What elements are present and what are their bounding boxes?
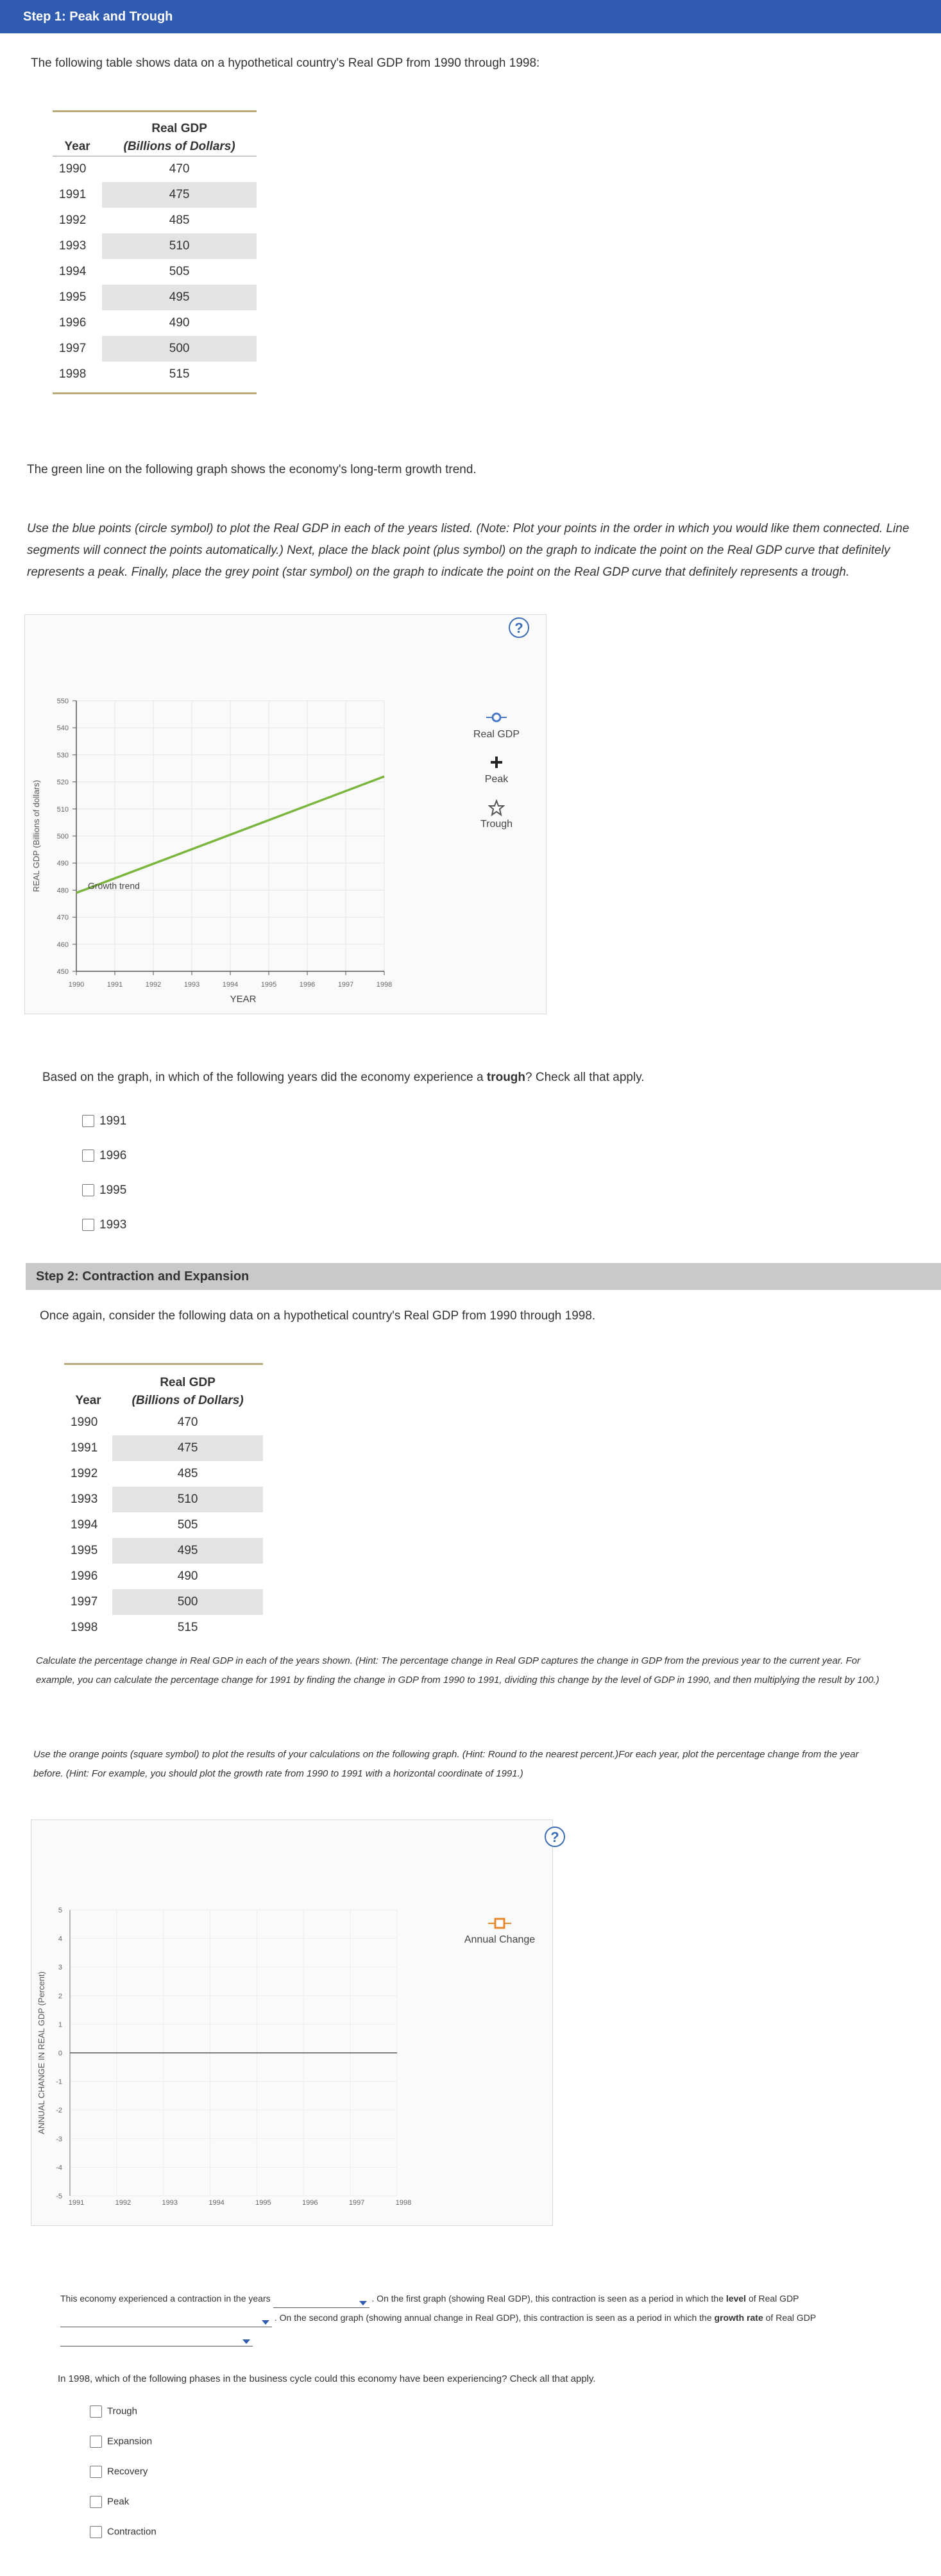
year-cell: 1996 — [71, 1569, 98, 1583]
x-tick-label: 1992 — [115, 2199, 131, 2207]
x-tick-label: 1995 — [260, 981, 277, 989]
x-tick-label: 1996 — [299, 981, 316, 989]
chevron-down-icon — [262, 2320, 269, 2325]
x-tick-label: 1991 — [68, 2199, 85, 2207]
phase-options — [90, 2405, 157, 2556]
trough-tool[interactable] — [445, 799, 548, 819]
col-year-header: Year — [64, 140, 90, 153]
gdp-cell: 510 — [112, 1487, 263, 1512]
y-tick-label: 500 — [56, 833, 69, 841]
x-tick-label: 1995 — [255, 2199, 271, 2207]
phase-option-peak[interactable] — [90, 2496, 157, 2526]
y-tick-label: -5 — [56, 2193, 62, 2200]
annual-change-tool[interactable] — [442, 1916, 557, 1934]
table-top-rule — [64, 1363, 263, 1365]
plot-instructions: Use the orange points (square symbol) to plot the results of your calculations on the following graph. (Hint: Round to the nearest percent.)For each year, plot the percentage change from the year before. (Hint: For example, you should plot the growth rate from 1990 to 1991 with a horizontal coordinate of 1991.) — [33, 1749, 859, 1779]
step1-title: Step 1: Peak and Trough — [23, 10, 173, 24]
contraction-sentence — [60, 2289, 862, 2346]
calc-instructions: Calculate the percentage change in Real GDP in each of the years shown. (Hint: The percentage change in Real GDP captures the change in GDP from the previous year to the current year. For example, you can calculate the percentage change for 1991 by finding the change in GDP from 1990 to 1991, dividing this change by the level of GDP in 1990, and then multiplying the result by 100.) — [36, 1655, 879, 1685]
year-cell: 1997 — [59, 342, 87, 355]
option-label: 1991 — [99, 1114, 127, 1128]
x-tick-label: 1993 — [183, 981, 200, 989]
y-axis-label: REAL GDP (Billions of dollars) — [31, 780, 41, 892]
gdp-cell: 505 — [177, 1518, 198, 1532]
table-row — [53, 208, 257, 233]
checkbox[interactable] — [90, 2466, 102, 2478]
trough-question — [42, 1067, 876, 1089]
year-cell: 1993 — [59, 239, 87, 253]
table-row — [64, 1512, 263, 1538]
option-1996[interactable] — [82, 1149, 126, 1183]
col-gdp-header-line1: Real GDP — [160, 1376, 216, 1389]
option-1993[interactable] — [82, 1218, 126, 1253]
col-gdp-header-line2: (Billions of Dollars) — [131, 1394, 244, 1407]
sentence-part2: . On the first graph (showing Real GDP), this contraction is seen as a period in which the — [371, 2293, 724, 2304]
y-tick-label: 490 — [56, 860, 69, 868]
legend-real-gdp: Real GDP — [473, 729, 520, 740]
gdp-cell: 490 — [169, 316, 190, 330]
gdp-table-1 — [53, 110, 257, 394]
sentence-part1: This economy experienced a contraction in the years — [60, 2293, 271, 2304]
y-tick-label: 470 — [56, 914, 69, 922]
gdp-cell: 515 — [177, 1621, 198, 1634]
y-axis-label: ANNUAL CHANGE IN REAL GDP (Percent) — [37, 1971, 46, 2134]
y-tick-label: 5 — [58, 1907, 62, 1914]
table-row — [53, 182, 257, 208]
annual-change-graph-panel — [31, 1819, 559, 2226]
year-cell: 1994 — [59, 265, 87, 278]
x-tick-label: 1994 — [222, 981, 239, 989]
trough-options — [82, 1114, 126, 1253]
chevron-down-icon — [242, 2339, 250, 2344]
gdp-cell: 475 — [102, 182, 257, 208]
y-tick-label: -3 — [56, 2135, 62, 2143]
col-year-header: Year — [75, 1394, 101, 1407]
checkbox[interactable] — [90, 2405, 102, 2418]
step1-instructions: Use the blue points (circle symbol) to plot the Real GDP in each of the years listed. (Note: Plot your points in the order in which you would like them connected. Line segments will connect the points automatically.) Next, place the black point (plus symbol) on the graph to indicate the point on the Real GDP curve that definitely represents a peak. Finally, place the grey point (star symbol) on the graph to indicate the point on the Real GDP curve that definitely represents a trough. — [27, 522, 910, 579]
checkbox[interactable] — [82, 1219, 94, 1231]
annual-change-graph[interactable] — [31, 1820, 552, 2225]
table-row — [53, 362, 257, 387]
gdp-cell: 500 — [112, 1589, 263, 1615]
table-row — [64, 1564, 263, 1589]
x-tick-label: 1998 — [395, 2199, 412, 2207]
gdp-table-2-grid — [64, 1374, 263, 1641]
graph-legend — [445, 710, 548, 830]
table-row — [64, 1435, 263, 1461]
y-tick-label: 530 — [56, 751, 69, 760]
year-cell: 1995 — [59, 290, 87, 304]
table-row — [64, 1538, 263, 1564]
graph-legend-2 — [442, 1916, 557, 1946]
y-tick-label: 4 — [58, 1935, 62, 1943]
trough-question-text: Based on the graph, in which of the following years did the economy experience a trough? Check all that apply. — [42, 1071, 645, 1084]
option-1995[interactable] — [82, 1183, 126, 1218]
y-tick-label: 510 — [56, 805, 69, 814]
option-label: 1996 — [99, 1149, 127, 1162]
x-tick-label: 1992 — [145, 981, 162, 989]
chevron-down-icon — [359, 2301, 367, 2305]
grey-star-icon — [488, 799, 505, 816]
blue-circle-icon — [484, 710, 509, 725]
x-tick-label: 1991 — [106, 981, 123, 989]
gdp-cell: 495 — [102, 285, 257, 310]
y-tick-label: 3 — [58, 1964, 62, 1972]
checkbox[interactable] — [90, 2496, 102, 2508]
legend-trough: Trough — [480, 819, 513, 830]
gdp-cell: 495 — [112, 1538, 263, 1564]
x-tick-label: 1998 — [376, 981, 393, 989]
option-label: Contraction — [107, 2526, 157, 2538]
growth-trend-label: Growth trend — [88, 880, 140, 891]
table-row — [64, 1615, 263, 1641]
phase-option-trough[interactable] — [90, 2405, 157, 2436]
col-gdp-header-line2: (Billions of Dollars) — [123, 140, 235, 153]
gdp-cell: 485 — [177, 1467, 198, 1480]
y-tick-label: 1 — [58, 2021, 62, 2029]
year-cell: 1998 — [71, 1621, 98, 1634]
table-row — [64, 1487, 263, 1512]
option-label: 1993 — [99, 1218, 127, 1232]
y-tick-label: -4 — [56, 2164, 62, 2172]
year-cell: 1990 — [59, 162, 87, 176]
year-cell: 1993 — [71, 1493, 98, 1506]
y-tick-label: 0 — [58, 2050, 62, 2057]
year-cell: 1997 — [71, 1595, 98, 1609]
option-label: Recovery — [107, 2466, 148, 2477]
year-cell: 1990 — [71, 1416, 98, 1429]
x-tick-label: 1990 — [68, 981, 85, 989]
peak-tool[interactable] — [445, 755, 548, 774]
step2-intro: Once again, consider the following data on a hypothetical country's Real GDP from 1990 through 1998. — [40, 1309, 596, 1323]
sentence-part4: . On the second graph (showing annual change in Real GDP), this contraction is seen as a period in which the — [274, 2313, 712, 2323]
year-cell: 1994 — [71, 1518, 98, 1532]
step2-header — [26, 1263, 941, 1290]
gdp-table-1-grid — [53, 120, 257, 387]
y-tick-label: 2 — [58, 1992, 62, 2000]
table-row — [64, 1461, 263, 1487]
x-tick-label: 1996 — [302, 2199, 318, 2207]
option-label: 1995 — [99, 1183, 127, 1197]
year-cell: 1998 — [59, 367, 87, 381]
option-label: Trough — [107, 2405, 137, 2417]
help-label: ? — [514, 620, 523, 636]
table-row — [53, 233, 257, 259]
sentence-bold-growth-rate: growth rate — [714, 2313, 763, 2323]
year-cell: 1991 — [59, 188, 87, 201]
y-tick-label: 540 — [56, 724, 69, 733]
x-axis-label: YEAR — [230, 994, 257, 1005]
y-tick-label: -2 — [56, 2107, 62, 2115]
x-tick-label: 1994 — [208, 2199, 225, 2207]
option-label: Peak — [107, 2496, 130, 2507]
sentence-bold-level: level — [725, 2293, 747, 2304]
phase-option-contraction[interactable] — [90, 2526, 157, 2556]
step1-intro: The following table shows data on a hypothetical country's Real GDP from 1990 through 1998: — [31, 56, 540, 70]
gdp-cell: 505 — [169, 265, 190, 278]
gdp-cell: 485 — [169, 213, 190, 227]
checkbox[interactable] — [90, 2436, 102, 2448]
y-tick-label: 450 — [56, 968, 69, 976]
sentence-part3: of Real GDP — [748, 2293, 799, 2304]
option-label: Expansion — [107, 2436, 153, 2447]
growth-rate-dropdown[interactable] — [60, 2334, 253, 2346]
gdp-cell: 510 — [102, 233, 257, 259]
table-row — [53, 285, 257, 310]
green-line-text: The green line on the following graph shows the economy's long-term growth trend. — [27, 463, 477, 476]
gdp-cell: 515 — [169, 367, 190, 381]
table-top-rule — [53, 110, 257, 112]
checkbox[interactable] — [82, 1184, 94, 1196]
col-gdp-header-line1: Real GDP — [151, 122, 207, 135]
table-row — [53, 156, 257, 183]
gdp-cell: 470 — [169, 162, 190, 176]
y-tick-label: -1 — [56, 2078, 62, 2086]
year-cell: 1992 — [71, 1467, 98, 1480]
x-tick-label: 1997 — [337, 981, 354, 989]
checkbox[interactable] — [82, 1115, 94, 1127]
black-plus-icon — [489, 755, 504, 770]
real-gdp-tool[interactable] — [445, 710, 548, 729]
step1-header — [0, 0, 941, 33]
gdp-cell: 470 — [177, 1416, 198, 1429]
checkbox[interactable] — [82, 1150, 94, 1162]
y-tick-label: 480 — [56, 887, 69, 895]
step2-title: Step 2: Contraction and Expansion — [36, 1269, 250, 1284]
legend-annual-change: Annual Change — [464, 1934, 536, 1945]
bold-trough: trough — [486, 1071, 526, 1084]
year-cell: 1996 — [59, 316, 87, 330]
sentence-part5: of Real GDP — [765, 2313, 816, 2323]
table-row — [64, 1410, 263, 1435]
legend-peak: Peak — [484, 774, 509, 785]
table-row — [53, 336, 257, 362]
orange-square-icon — [486, 1916, 514, 1930]
level-dropdown[interactable] — [60, 2315, 272, 2327]
table-row — [64, 1589, 263, 1615]
y-tick-label: 520 — [56, 778, 69, 787]
year-cell: 1992 — [59, 213, 87, 227]
gdp-cell: 500 — [102, 336, 257, 362]
x-tick-label: 1993 — [162, 2199, 178, 2207]
y-tick-label: 460 — [56, 941, 69, 949]
contraction-years-dropdown[interactable] — [273, 2296, 369, 2308]
table-bottom-rule — [53, 392, 257, 394]
phase-question: In 1998, which of the following phases in the business cycle could this economy have been experiencing? Check all that apply. — [58, 2373, 596, 2384]
y-tick-label: 550 — [56, 698, 69, 705]
table-row — [53, 310, 257, 336]
option-1991[interactable] — [82, 1114, 126, 1149]
x-tick-label: 1997 — [348, 2199, 365, 2207]
gdp-cell: 475 — [112, 1435, 263, 1461]
gdp-table-2 — [64, 1363, 263, 1641]
year-cell: 1995 — [71, 1544, 98, 1557]
year-cell: 1991 — [71, 1441, 98, 1455]
table-row — [53, 259, 257, 285]
help-label: ? — [550, 1829, 559, 1845]
phase-option-expansion[interactable] — [90, 2436, 157, 2466]
checkbox[interactable] — [90, 2526, 102, 2538]
gdp-cell: 490 — [177, 1569, 198, 1583]
phase-option-recovery[interactable] — [90, 2466, 157, 2496]
real-gdp-graph-panel — [24, 614, 547, 1014]
